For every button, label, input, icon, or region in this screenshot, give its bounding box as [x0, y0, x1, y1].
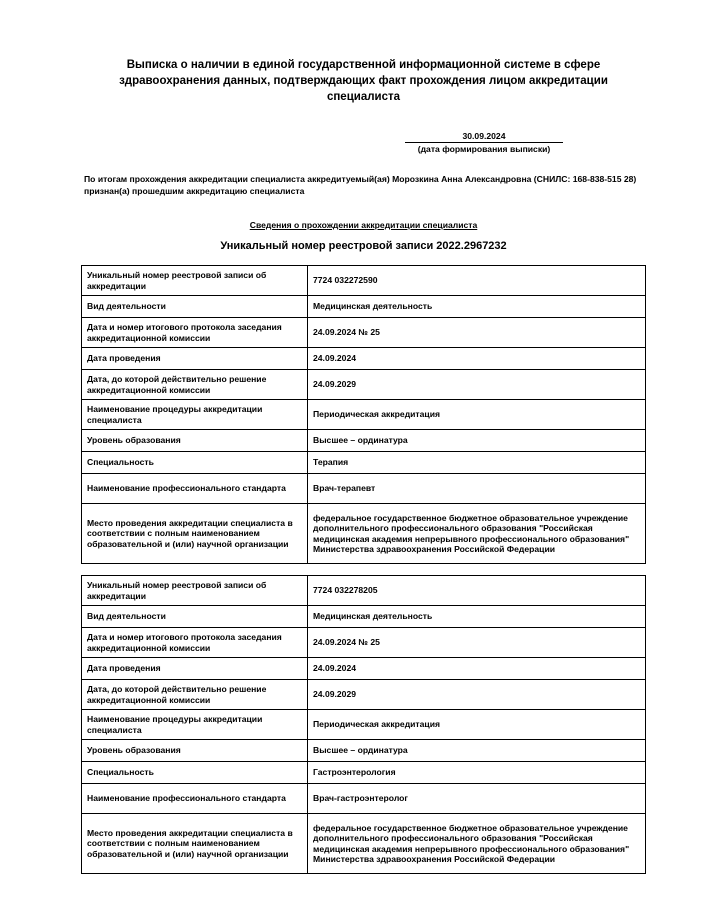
row-value: Высшее – ординатура: [308, 740, 646, 762]
row-label: Наименование профессионального стандарта: [82, 474, 308, 504]
row-label: Уникальный номер реестровой записи об аккредитации: [82, 576, 308, 606]
row-value: 24.09.2029: [308, 680, 646, 710]
row-label: Наименование процедуры аккредитации специалиста: [82, 400, 308, 430]
table-row: [82, 318, 646, 348]
row-value: 7724 032278205: [308, 576, 646, 606]
row-value: федеральное государственное бюджетное образовательное учреждение дополнительного профессионального образования "Российская медицинская академия непрерывного профессионального образования" Министерства здравоохранения Российской Федерации: [308, 504, 646, 564]
row-value: Периодическая аккредитация: [308, 710, 646, 740]
row-value: Врач-гастроэнтеролог: [308, 784, 646, 814]
row-label: Дата и номер итогового протокола заседания аккредитационной комиссии: [82, 318, 308, 348]
row-label: Дата, до которой действительно решение аккредитационной комиссии: [82, 370, 308, 400]
row-label: Уникальный номер реестровой записи об аккредитации: [82, 266, 308, 296]
table-row: [82, 400, 646, 430]
row-label: Специальность: [82, 762, 308, 784]
table-row: [82, 452, 646, 474]
table-row: [82, 740, 646, 762]
row-label: Наименование процедуры аккредитации специалиста: [82, 710, 308, 740]
table-row: [82, 628, 646, 658]
row-label: Место проведения аккредитации специалиста в соответствии с полным наименованием образовательной и (или) научной организации: [82, 814, 308, 874]
table-row: [82, 430, 646, 452]
row-label: Уровень образования: [82, 430, 308, 452]
registry-number-title: Уникальный номер реестровой записи 2022.2967232: [220, 240, 507, 252]
table-row: [82, 296, 646, 318]
intro-paragraph: По итогам прохождения аккредитации специалиста аккредитуемый(ая) Морозкина Анна Александровна (СНИЛС: 168-838-515 28) признан(а) прошедшим аккредитацию специалиста: [84, 174, 637, 196]
section-title: Сведения о прохождении аккредитации специалиста: [249, 220, 478, 230]
row-value: Медицинская деятельность: [308, 296, 646, 318]
row-value: 24.09.2029: [308, 370, 646, 400]
table-row: [82, 606, 646, 628]
row-value: Периодическая аккредитация: [308, 400, 646, 430]
table-row: [82, 814, 646, 874]
row-value: Высшее – ординатура: [308, 430, 646, 452]
table-row: [82, 710, 646, 740]
row-value: 24.09.2024: [308, 348, 646, 370]
table-row: [82, 348, 646, 370]
row-label: Дата проведения: [82, 348, 308, 370]
row-value: Гастроэнтерология: [308, 762, 646, 784]
accreditation-table-2: [81, 575, 646, 874]
issue-date-caption: (дата формирования выписки): [417, 144, 551, 154]
accreditation-table-1: [81, 265, 646, 564]
table-row: [82, 680, 646, 710]
table-row: [82, 576, 646, 606]
issue-date-block: [405, 131, 563, 155]
row-label: Вид деятельности: [82, 606, 308, 628]
row-value: федеральное государственное бюджетное образовательное учреждение дополнительного профессионального образования "Российская медицинская академия непрерывного профессионального образования" Министерства здравоохранения Российской Федерации: [308, 814, 646, 874]
row-label: Специальность: [82, 452, 308, 474]
row-label: Вид деятельности: [82, 296, 308, 318]
row-value: 24.09.2024: [308, 658, 646, 680]
document-title: Выписка о наличии в единой государственной информационной системе в сфере здравоохранения данных, подтверждающих факт прохождения лицом аккредитации специалиста: [119, 59, 608, 103]
row-value: 24.09.2024 № 25: [308, 318, 646, 348]
row-label: Дата, до которой действительно решение аккредитационной комиссии: [82, 680, 308, 710]
row-label: Дата проведения: [82, 658, 308, 680]
table-row: [82, 370, 646, 400]
table-row: [82, 762, 646, 784]
issue-date: 30.09.2024: [405, 131, 563, 143]
row-value: Терапия: [308, 452, 646, 474]
row-label: Наименование профессионального стандарта: [82, 784, 308, 814]
table-row: [82, 474, 646, 504]
row-value: 7724 032272590: [308, 266, 646, 296]
row-label: Место проведения аккредитации специалиста в соответствии с полным наименованием образовательной и (или) научной организации: [82, 504, 308, 564]
table-row: [82, 658, 646, 680]
row-value: Медицинская деятельность: [308, 606, 646, 628]
row-label: Дата и номер итогового протокола заседания аккредитационной комиссии: [82, 628, 308, 658]
table-row: [82, 504, 646, 564]
row-value: Врач-терапевт: [308, 474, 646, 504]
table-row: [82, 784, 646, 814]
row-value: 24.09.2024 № 25: [308, 628, 646, 658]
table-row: [82, 266, 646, 296]
row-label: Уровень образования: [82, 740, 308, 762]
